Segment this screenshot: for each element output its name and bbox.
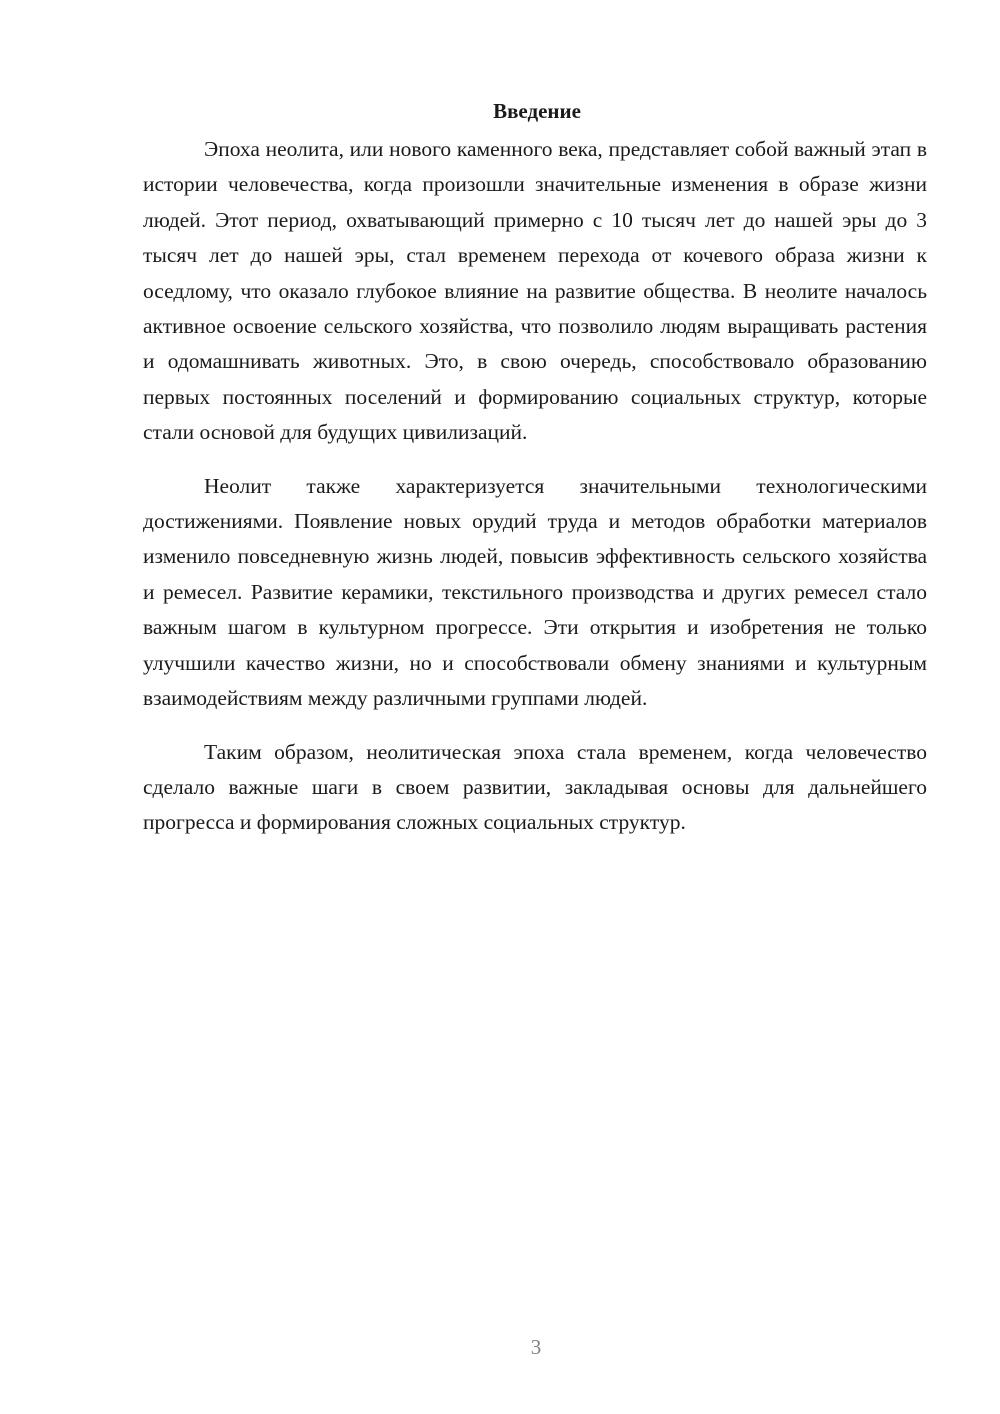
paragraph-3: Таким образом, неолитическая эпоха стала временем, когда человечество сделало важные шаги в своем развитии, закладывая основы для дальнейшего прогресса и формирования сложных социальных структур. [143, 739, 927, 835]
page-number: 3 [530, 1335, 542, 1359]
page-content [143, 96, 927, 859]
section-heading: Введение [493, 99, 581, 123]
paragraph-2: Неолит также характеризуется значительными технологическими достижениями. Появление новых орудий труда и методов обработки материалов изменило повседневную жизнь людей, повысив эффективность сельского хозяйства и ремесел. Развитие керамики, текстильного производства и других ремесел стало важным шагом в культурном прогрессе. Эти открытия и изобретения не только улучшили качество жизни, но и способствовали обмену знаниями и культурным взаимодействиям между различными группами людей. [143, 473, 927, 711]
paragraph-1: Эпоха неолита, или нового каменного века, представляет собой важный этап в истории человечества, когда произошли значительные изменения в образе жизни людей. Этот период, охватывающий примерно с 10 тысяч лет до нашей эры до 3 тысяч лет до нашей эры, стал временем перехода от кочевого образа жизни к оседлому, что оказало глубокое влияние на развитие общества. В неолите началось активное освоение сельского хозяйства, что позволило людям выращивать растения и одомашнивать животных. Это, в свою очередь, способствовало образованию первых постоянных поселений и формированию социальных структур, которые стали основой для будущих цивилизаций. [143, 137, 927, 445]
